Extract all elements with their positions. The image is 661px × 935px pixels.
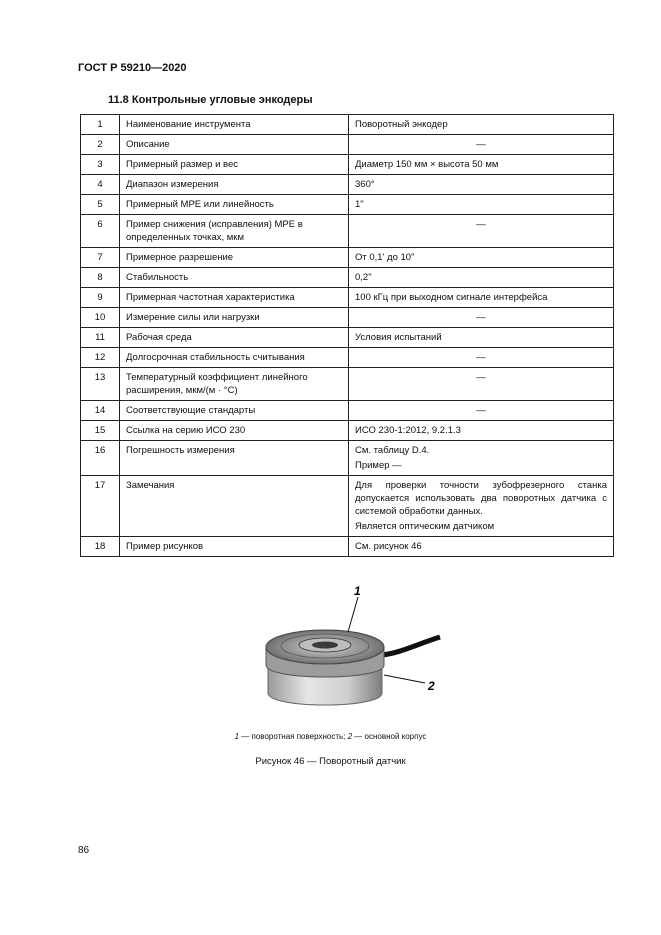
- table-row: [81, 195, 614, 215]
- legend-1-text: — поворотная поверхность;: [239, 732, 348, 741]
- row-parameter: Погрешность измерения: [120, 441, 349, 476]
- table-row: [81, 155, 614, 175]
- row-value: [349, 248, 614, 268]
- row-parameter: Ссылка на серию ИСО 230: [120, 421, 349, 441]
- legend-1-number: 1: [234, 732, 240, 741]
- table-row: [81, 215, 614, 248]
- row-parameter: Соответствующие стандарты: [120, 401, 349, 421]
- row-parameter: Замечания: [120, 476, 349, 537]
- table-row: [81, 248, 614, 268]
- table-row: [81, 421, 614, 441]
- value-line: —: [476, 219, 486, 230]
- row-value: [349, 421, 614, 441]
- row-number: 13: [81, 368, 120, 401]
- row-number: 9: [81, 288, 120, 308]
- table-row: [81, 537, 614, 557]
- row-parameter: Описание: [120, 135, 349, 155]
- figure-legend: [0, 732, 661, 741]
- row-value: [349, 195, 614, 215]
- row-number: 3: [81, 155, 120, 175]
- row-number: 7: [81, 248, 120, 268]
- row-value: [349, 115, 614, 135]
- row-parameter: Диапазон измерения: [120, 175, 349, 195]
- row-number: 2: [81, 135, 120, 155]
- row-value: [349, 537, 614, 557]
- value-line: 360°: [355, 179, 375, 190]
- leader-line-2: [384, 675, 425, 683]
- row-value: [349, 441, 614, 476]
- row-number: 8: [81, 268, 120, 288]
- table-row: [81, 328, 614, 348]
- row-parameter: Стабильность: [120, 268, 349, 288]
- row-value: [349, 155, 614, 175]
- row-value: [349, 268, 614, 288]
- value-line: См. таблицу D.4.: [355, 445, 430, 456]
- row-value: [349, 288, 614, 308]
- table-row: [81, 268, 614, 288]
- row-number: 5: [81, 195, 120, 215]
- row-parameter: Пример рисунков: [120, 537, 349, 557]
- value-line: Диаметр 150 мм × высота 50 мм: [355, 159, 499, 170]
- row-value: [349, 328, 614, 348]
- value-line: —: [476, 312, 486, 323]
- row-value: [349, 476, 614, 537]
- value-line: 1": [355, 199, 364, 210]
- leader-line-1: [348, 597, 358, 632]
- figure-title: Рисунок 46 — Поворотный датчик: [255, 756, 406, 767]
- document-header: ГОСТ Р 59210—2020: [78, 62, 187, 74]
- row-value: [349, 401, 614, 421]
- row-parameter: Наименование инструмента: [120, 115, 349, 135]
- row-number: 6: [81, 215, 120, 248]
- row-value: [349, 308, 614, 328]
- table-row: [81, 368, 614, 401]
- row-number: 17: [81, 476, 120, 537]
- value-line: Условия испытаний: [355, 332, 442, 343]
- value-line: —: [476, 372, 486, 383]
- row-parameter: Примерный размер и вес: [120, 155, 349, 175]
- table-row: [81, 135, 614, 155]
- value-line: Пример —: [355, 460, 402, 471]
- row-parameter: Примерный MPE или линейность: [120, 195, 349, 215]
- row-parameter: Пример снижения (исправления) MPE в определенных точках, мкм: [120, 215, 349, 248]
- table-row: [81, 288, 614, 308]
- row-value: [349, 368, 614, 401]
- row-parameter: Рабочая среда: [120, 328, 349, 348]
- table-row: [81, 348, 614, 368]
- row-number: 10: [81, 308, 120, 328]
- encoder-hub: [312, 642, 338, 649]
- row-value: [349, 348, 614, 368]
- row-parameter: Примерная частотная характеристика: [120, 288, 349, 308]
- row-parameter: Долгосрочная стабильность считывания: [120, 348, 349, 368]
- row-number: 14: [81, 401, 120, 421]
- value-line: 0,2": [355, 272, 372, 283]
- row-number: 15: [81, 421, 120, 441]
- row-value: [349, 215, 614, 248]
- table-row: [81, 308, 614, 328]
- row-number: 1: [81, 115, 120, 135]
- row-number: 11: [81, 328, 120, 348]
- figure-label-1: 1: [354, 585, 361, 598]
- row-parameter: Измерение силы или нагрузки: [120, 308, 349, 328]
- row-value: [349, 175, 614, 195]
- row-parameter: Примерное разрешение: [120, 248, 349, 268]
- value-line: —: [476, 139, 486, 150]
- row-number: 4: [81, 175, 120, 195]
- value-line: ИСО 230-1:2012, 9.2.1.3: [355, 425, 461, 436]
- row-parameter: Температурный коэффициент линейного расширения, мкм/(м · °С): [120, 368, 349, 401]
- row-value: [349, 135, 614, 155]
- value-line: См. рисунок 46: [355, 541, 422, 552]
- legend-2-text: — основной корпус: [352, 732, 427, 741]
- table-row: [81, 401, 614, 421]
- page-number: 86: [78, 845, 90, 856]
- table-row: [81, 175, 614, 195]
- value-line: Для проверки точности зубофрезерного станка допускается использовать два поворотных датчика с системой обработки данных.: [355, 480, 607, 517]
- encoder-cable: [382, 637, 440, 655]
- table-row: [81, 441, 614, 476]
- value-line: Является оптическим датчиком: [355, 521, 495, 532]
- value-line: 100 кГц при выходном сигнале интерфейса: [355, 292, 548, 303]
- figure-label-2: 2: [428, 679, 435, 693]
- row-number: 18: [81, 537, 120, 557]
- section-title: 11.8 Контрольные угловые энкодеры: [108, 94, 313, 106]
- row-number: 12: [81, 348, 120, 368]
- value-line: От 0,1' до 10": [355, 252, 415, 263]
- value-line: —: [476, 405, 486, 416]
- value-line: Поворотный энкодер: [355, 119, 448, 130]
- rotary-encoder-figure: [250, 585, 450, 715]
- table-row: [81, 115, 614, 135]
- row-number: 16: [81, 441, 120, 476]
- value-line: —: [476, 352, 486, 363]
- legend-2-number: 2: [347, 732, 353, 741]
- encoder-spec-table: [80, 114, 614, 557]
- table-row: [81, 476, 614, 537]
